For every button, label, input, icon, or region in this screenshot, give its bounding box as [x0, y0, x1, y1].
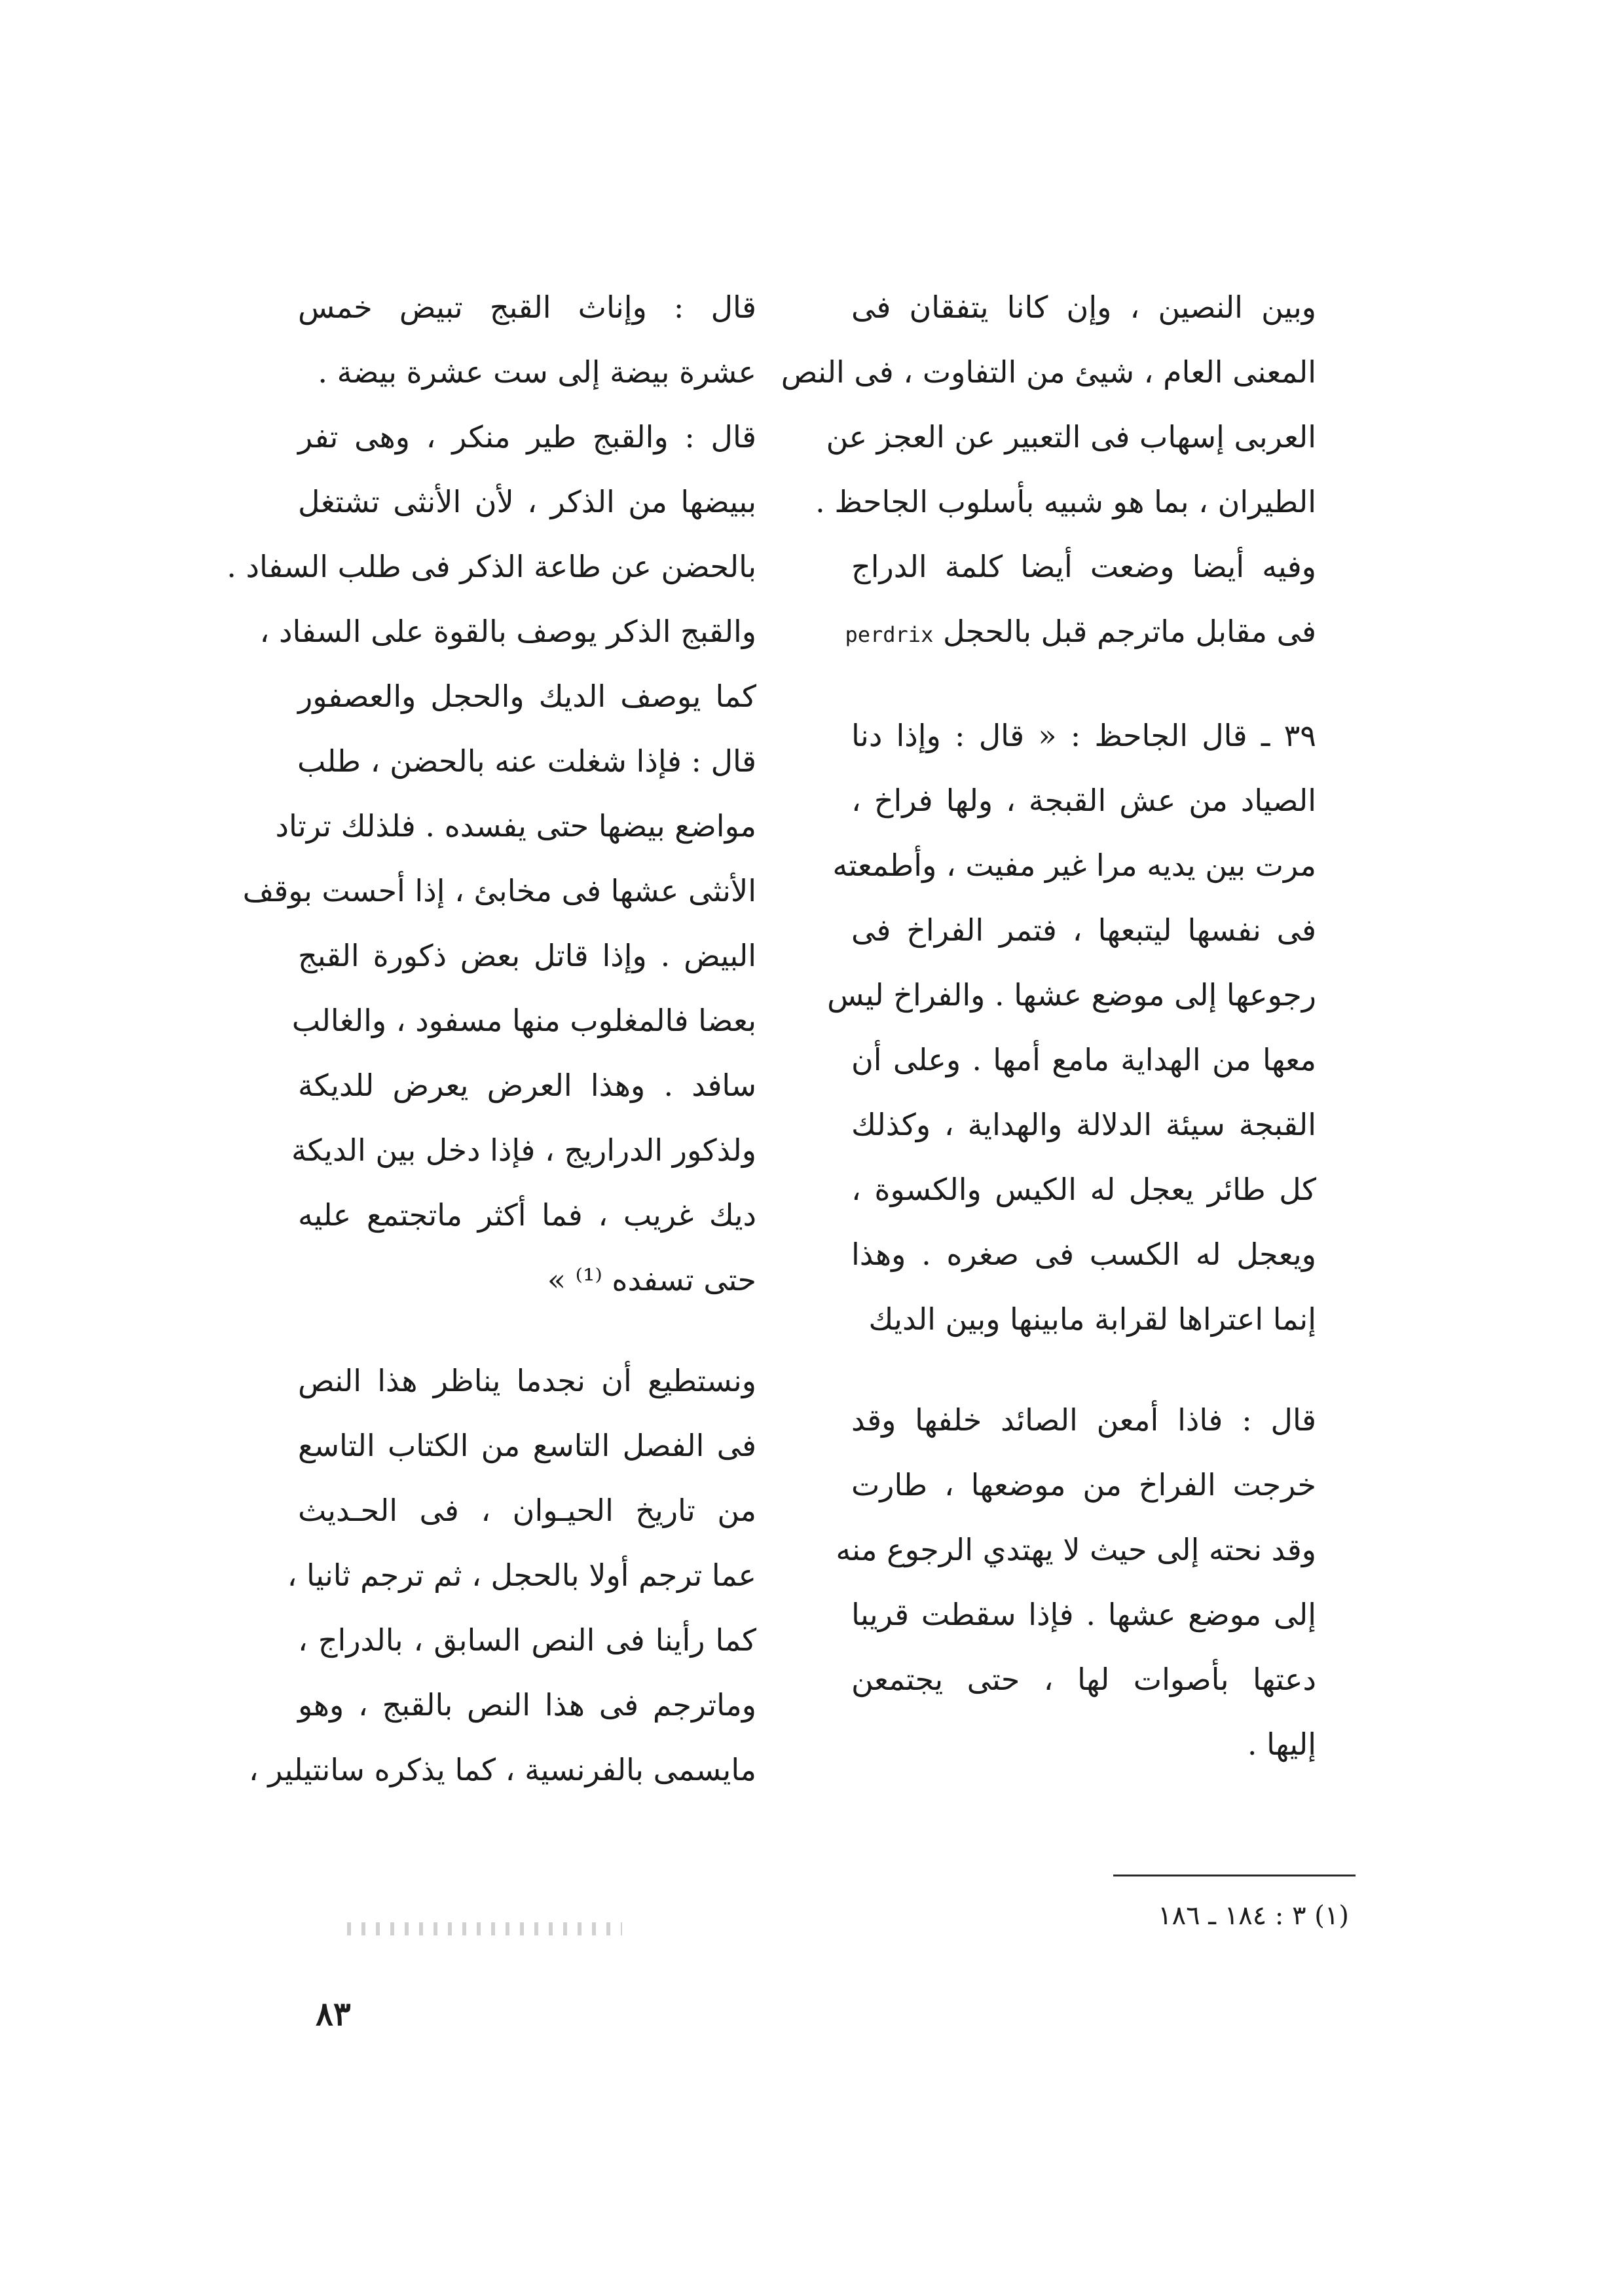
print-smudge: [347, 1922, 622, 1935]
text-line: قال : وإناث القبج تبيض خمس: [298, 289, 756, 325]
text-line: وماترجم فى هذا النص بالقبج ، وهو: [298, 1687, 756, 1723]
text-line: [845, 599, 1356, 667]
right-column: [781, 275, 1356, 1777]
paragraph: [298, 275, 796, 405]
text-line: بالحضن عن طاعة الذكر فى طلب السفاد .: [227, 549, 756, 584]
paragraph: [827, 703, 1356, 1352]
text-line: رجوعها إلى موضع عشها . والفراخ ليس: [827, 977, 1316, 1013]
text-line: المعنى العام ، شيئ من التفاوت ، فى النص: [781, 354, 1316, 390]
text-line: ونستطيع أن نجدما يناظر هذا النص: [298, 1363, 756, 1398]
text-line: كل طائر يعجل له الكيس والكسوة ،: [851, 1172, 1316, 1207]
text-line: فى الفصل التاسع من الكتاب التاسع: [298, 1428, 756, 1463]
text-line: كما رأينا فى النص السابق ، بالدراج ،: [298, 1622, 756, 1658]
text-line: القبجة سيئة الدلالة والهداية ، وكذلك: [851, 1107, 1316, 1142]
text-line: معها من الهداية مامع أمها . وعلى أن: [851, 1042, 1316, 1077]
text-line: ببيضها من الذكر ، لأن الأنثى تشتغل: [298, 484, 756, 519]
text-fragment: فى مقابل ماترجم قبل بالحجل: [942, 614, 1316, 649]
text-line: قال : فإذا شغلت عنه بالحضن ، طلب: [297, 743, 756, 779]
text-line: حتى تسفده ⁽¹⁾ »: [547, 1262, 756, 1297]
text-line: خرجت الفراخ من موضعها ، طارت: [851, 1467, 1316, 1502]
text-line: قال : والقبج طير منكر ، وهى تفر: [298, 419, 756, 455]
latin-term: perdrix: [845, 622, 934, 647]
text-line: فى نفسها ليتبعها ، فتمر الفراخ فى: [851, 912, 1316, 948]
text-line: مايسمى بالفرنسية ، كما يذكره سانتيلير ،: [248, 1752, 756, 1787]
text-line: إنما اعتراها لقرابة مابينها وبين الديك: [868, 1301, 1316, 1337]
text-line: من تاريخ الحيـوان ، فى الحـديث: [298, 1493, 756, 1528]
text-line: مرت بين يديه مرا غير مفيت ، وأطمعته: [832, 848, 1316, 883]
text-line: وبين النصين ، وإن كانا يتفقان فى: [851, 289, 1316, 325]
text-line: دعتها بأصوات لها ، حتى يجتمعن: [851, 1662, 1316, 1697]
paragraph: [248, 1349, 796, 1802]
footnote-divider: [1113, 1875, 1356, 1876]
paragraph: [836, 1388, 1356, 1777]
text-line: البيض . وإذا قاتل بعض ذكورة القبج: [298, 938, 756, 973]
text-line: ديك غريب ، فما أكثر ماتجتمع عليه: [298, 1197, 756, 1233]
text-line: العربى إسهاب فى التعبير عن العجز عن: [826, 419, 1316, 455]
text-line: ولذكور الدراريج ، فإذا دخل بين الديكة: [291, 1132, 756, 1168]
left-column: [227, 275, 796, 1802]
text-line: الصياد من عش القبجة ، ولها فراخ ،: [851, 783, 1316, 818]
text-line: الطيران ، بما هو شبيه بأسلوب الجاحظ .: [815, 484, 1316, 519]
text-line: كما يوصف الديك والحجل والعصفور: [298, 679, 756, 714]
text-line: والقبج الذكر يوصف بالقوة على السفاد ،: [259, 614, 756, 649]
text-line: قال : فاذا أمعن الصائد خلفها وقد: [851, 1402, 1316, 1438]
text-line: الأنثى عشها فى مخابئ ، إذا أحست بوقف: [242, 873, 756, 908]
text-line: عشرة بيضة إلى ست عشرة بيضة .: [318, 354, 756, 390]
text-line: بعضا فالمغلوب منها مسفود ، والغالب: [291, 1003, 756, 1038]
text-line: وفيه أيضا وضعت أيضا كلمة الدراج: [851, 549, 1316, 584]
text-line: سافد . وهذا العرض يعرض للديكة: [298, 1068, 756, 1103]
page-number: ٨٣: [316, 1994, 351, 2033]
text-line: إلى موضع عشها . فإذا سقطت قريبا: [851, 1597, 1316, 1632]
text-line: وقد نحته إلى حيث لا يهتدي الرجوع منه: [836, 1532, 1316, 1567]
paragraph: [781, 275, 1356, 667]
text-line: ويعجل له الكسب فى صغره . وهذا: [851, 1237, 1316, 1272]
text-line: مواضع بيضها حتى يفسده . فلذلك ترتاد: [275, 808, 756, 844]
text-line: ٣٩ ـ قال الجاحظ : « قال : وإذا دنا: [851, 718, 1316, 753]
text-line: إليها .: [1247, 1726, 1316, 1762]
footnote: (١) ٣ : ١٨٤ ـ ١٨٦: [1158, 1901, 1349, 1931]
paragraph: [227, 405, 796, 1313]
text-line: عما ترجم أولا بالحجل ، ثم ترجم ثانيا ،: [287, 1558, 756, 1593]
